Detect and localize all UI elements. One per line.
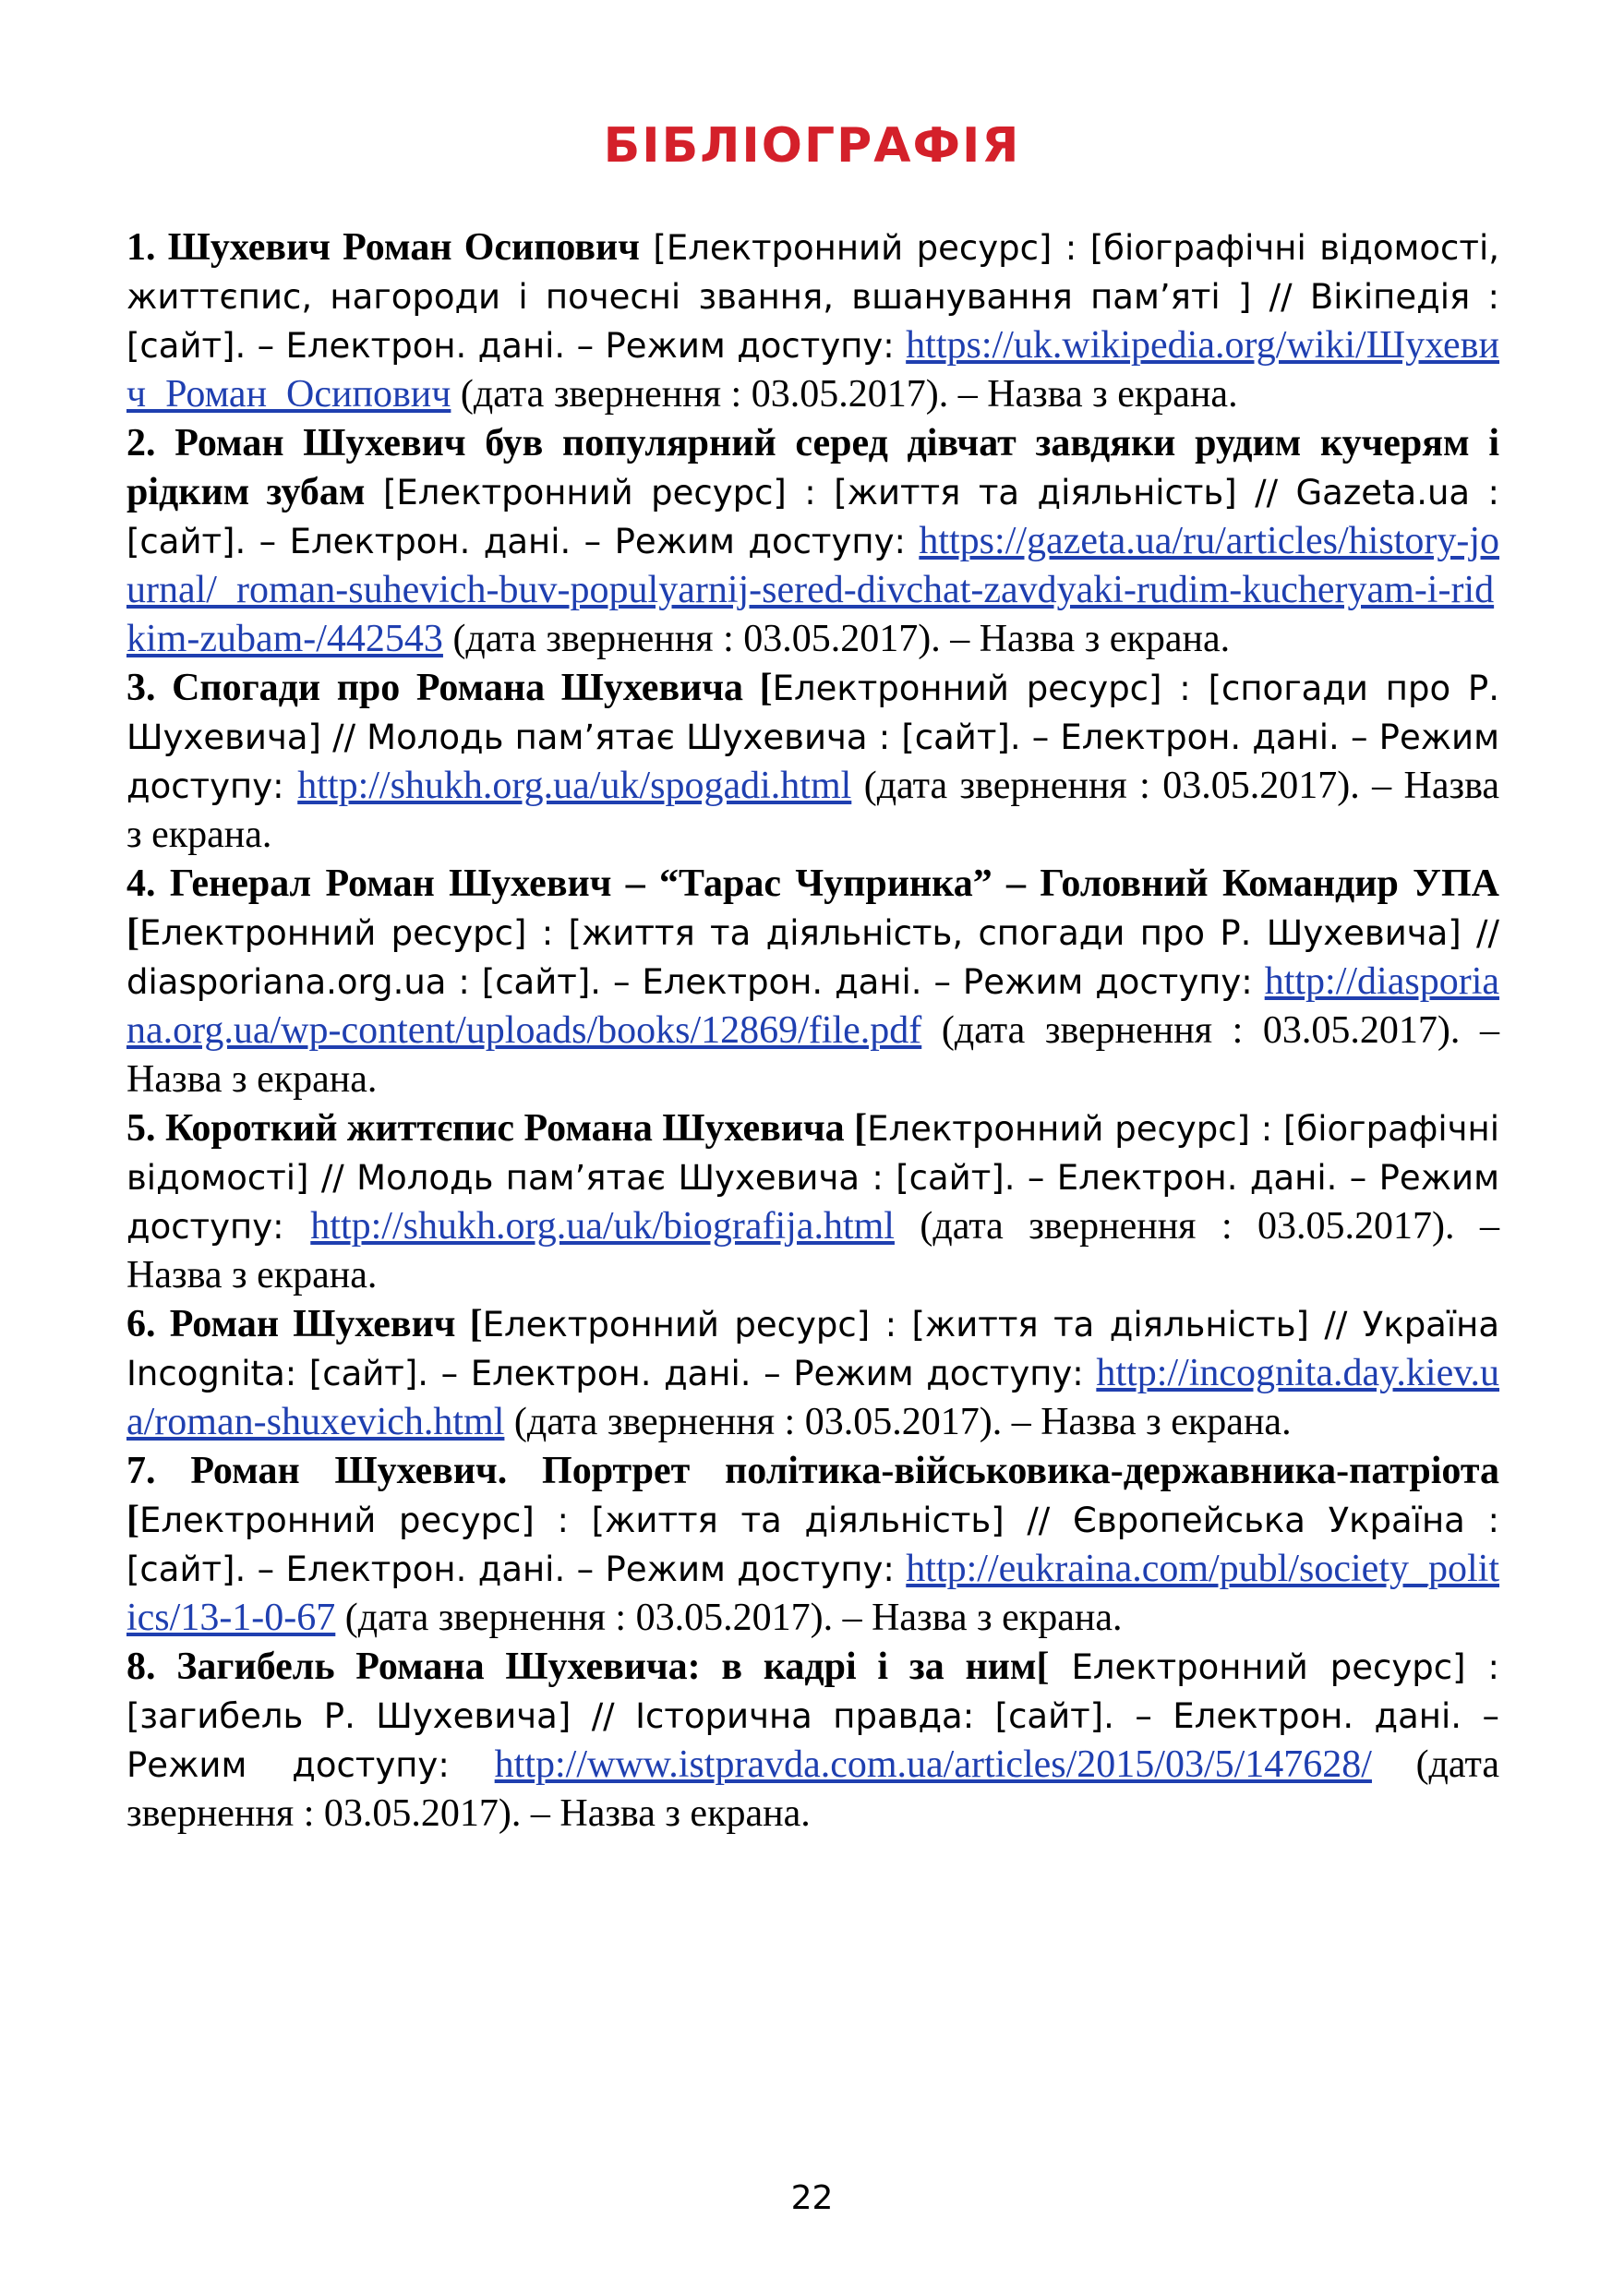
entry-link[interactable]: http://www.istpravda.com.ua/articles/2015/03/5/147628/ (494, 1743, 1372, 1786)
entry-access-date: (дата звернення : 03.05.2017). – Назва з екрана. (504, 1401, 1292, 1443)
entry-link[interactable]: http://incognita.day.kiev.ua/roman-shuxevich.html (126, 1352, 1499, 1443)
bibliography-list (126, 223, 1499, 1839)
entry-number: 2. (126, 422, 156, 464)
entry-number: 6. (126, 1303, 156, 1345)
entry-title: Шухевич Роман Осипович (167, 226, 640, 269)
entry-description: Електронний ресурс] : [біографічні відомості] // Молодь пам’ятає Шухевича : [сайт]. – Електрон. дані. – Режим доступу: (126, 1109, 1499, 1247)
entry-link[interactable]: http://shukh.org.ua/uk/biografija.html (310, 1205, 895, 1248)
entry-access-date: (дата звернення : 03.05.2017). – Назва з екрана. (126, 1009, 1499, 1101)
entry-title: Спогади про Романа Шухевича [ (172, 667, 773, 709)
page-title: БІБЛІОГРАФІЯ (603, 118, 1021, 174)
entry-title: Генерал Роман Шухевич – “Тарас Чупринка” – Головний Командир УПА [ (126, 862, 1499, 954)
bibliography-entry (126, 860, 1499, 1104)
entry-description: Електронний ресурс] : [загибель Р. Шухевича] // Історична правда: [сайт]. – Електрон. дані. – Режим доступу: (126, 1647, 1499, 1785)
entry-description: Електронний ресурс] : [життя та діяльність] // Європейська Україна : [сайт]. – Електрон. дані. – Режим доступу: (126, 1501, 1499, 1589)
entry-number: 4. (126, 862, 156, 905)
entry-number: 7. (126, 1450, 156, 1492)
bibliography-entry (126, 1447, 1499, 1643)
entry-number: 3. (126, 667, 156, 709)
entry-link[interactable]: https://gazeta.ua/ru/articles/history-journal/_roman-suhevich-buv-populyarnij-sered-divchat-zavdyaki-rudim-kucheryam-i-ridkim-zubam-/442543 (126, 520, 1499, 660)
entry-description: [Електронний ресурс] : [біографічні відомості, життєпис, нагороди і почесні звання, вшанування пам’яті ] // Вікіпедія : [сайт]. – Електрон. дані. – Режим доступу: (126, 228, 1499, 366)
entry-description: [Електронний ресурс] : [життя та діяльність] // Gazeta.ua : [сайт]. – Електрон. дані. – Режим доступу: (126, 473, 1499, 561)
page-number: 22 (790, 2179, 834, 2217)
entry-title: Короткий життєпис Романа Шухевича [ (165, 1107, 868, 1150)
bibliography-entry (126, 664, 1499, 860)
entry-title: Роман Шухевич [ (169, 1303, 483, 1345)
entry-access-date: (дата звернення : 03.05.2017). – Назва з екрана. (442, 618, 1231, 660)
entry-access-date: (дата звернення : 03.05.2017). – Назва з екрана. (126, 765, 1499, 856)
entry-link[interactable]: http://shukh.org.ua/uk/spogadi.html (297, 765, 852, 807)
bibliography-entry (126, 419, 1499, 664)
entry-title: Роман Шухевич був популярний серед дівчат завдяки рудим кучерям і рідким зубам (126, 422, 1499, 513)
entry-access-date: (дата звернення : 03.05.2017). – Назва з екрана. (126, 1205, 1499, 1296)
entry-number: 5. (126, 1107, 156, 1150)
entry-description: Електронний ресурс] : [життя та діяльність] // Україна Incognita: [сайт]. – Електрон. дані. – Режим доступу: (126, 1305, 1499, 1393)
entry-description: Електронний ресурс] : [спогади про Р. Шухевича] // Молодь пам’ятає Шухевича : [сайт]. – Електрон. дані. – Режим доступу: (126, 669, 1499, 806)
entry-number: 8. (126, 1646, 156, 1688)
bibliography-entry (126, 223, 1499, 419)
entry-title: Роман Шухевич. Портрет політика-військовика-державника-патріота [ (126, 1450, 1499, 1541)
entry-link[interactable]: http://eukraina.com/publ/society_politics/13-1-0-67 (126, 1548, 1499, 1639)
entry-title: Загибель Романа Шухевича: в кадрі і за ним[ (176, 1646, 1050, 1688)
bibliography-entry (126, 1104, 1499, 1300)
entry-access-date: (дата звернення : 03.05.2017). – Назва з екрана. (451, 373, 1238, 416)
bibliography-entry (126, 1300, 1499, 1447)
entry-number: 1. (126, 226, 156, 269)
entry-access-date: (дата звернення : 03.05.2017). – Назва з екрана. (126, 1743, 1499, 1835)
entry-description: Електронний ресурс] : [життя та діяльність, спогади про Р. Шухевича] // diasporiana.org.ua : [сайт]. – Електрон. дані. – Режим доступу: (126, 913, 1499, 1002)
bibliography-entry (126, 1643, 1499, 1839)
entry-access-date: (дата звернення : 03.05.2017). – Назва з екрана. (335, 1597, 1123, 1639)
entry-link[interactable]: https://uk.wikipedia.org/wiki/Шухевич_Роман_Осипович (126, 324, 1499, 416)
entry-link[interactable]: http://diasporiana.org.ua/wp-content/uploads/books/12869/file.pdf (126, 960, 1499, 1052)
